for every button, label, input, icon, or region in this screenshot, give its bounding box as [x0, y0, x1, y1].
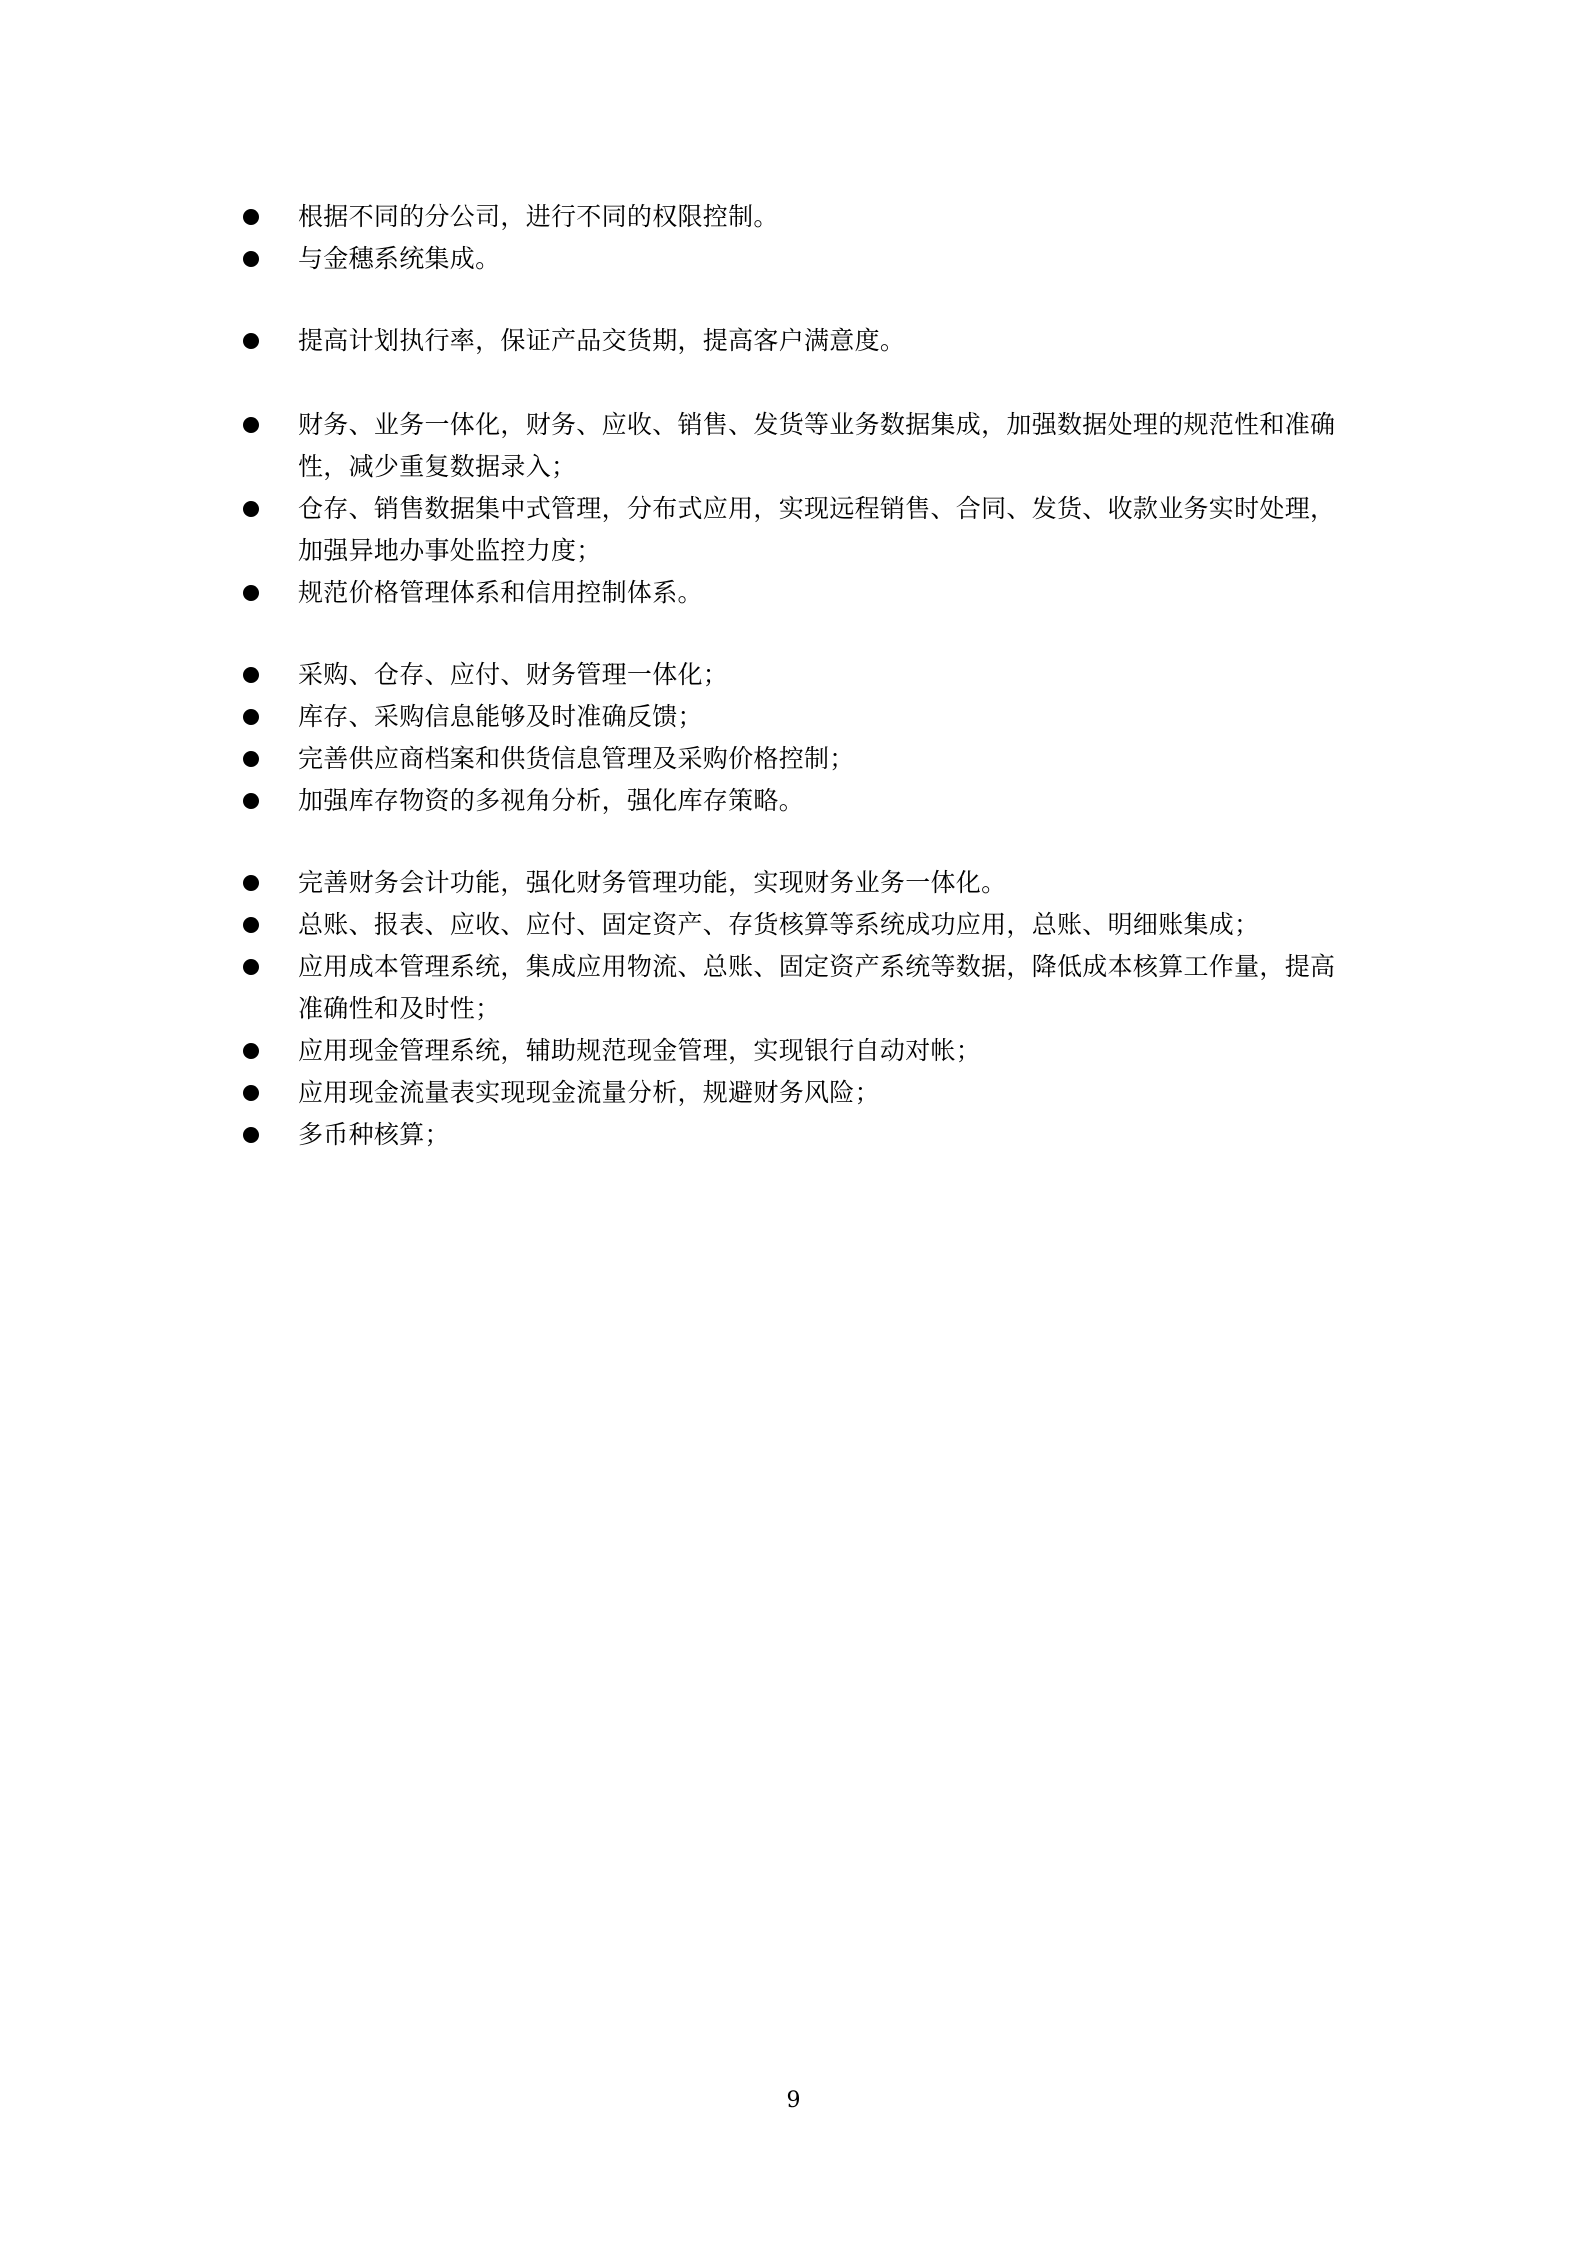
list-item — [0, 738, 1587, 780]
list-item-text: 库存、采购信息能够及时准确反馈； — [298, 702, 703, 731]
list-item-text: 采购、仓存、应付、财务管理一体化； — [298, 660, 729, 689]
bullet-group-1 — [0, 196, 1587, 280]
bullet-icon — [243, 793, 259, 809]
bullet-icon — [243, 917, 259, 933]
list-item-text: 规范价格管理体系和信用控制体系。 — [298, 578, 703, 607]
bullet-icon — [243, 875, 259, 891]
list-item-text: 应用成本管理系统，集成应用物流、总账、固定资产系统等数据，降低成本核算工作量，提高准确性和及时性； — [298, 952, 1336, 1023]
list-item — [0, 862, 1587, 904]
list-item — [0, 196, 1587, 238]
list-item-text: 应用现金流量表实现现金流量分析，规避财务风险； — [298, 1078, 880, 1107]
list-item-text: 财务、业务一体化，财务、应收、销售、发货等业务数据集成，加强数据处理的规范性和准确性，减少重复数据录入； — [298, 410, 1336, 481]
list-item — [0, 946, 1587, 1030]
list-item — [0, 572, 1587, 614]
list-item — [0, 1114, 1587, 1156]
bullet-icon — [243, 1127, 259, 1143]
list-item — [0, 904, 1587, 946]
bullet-group-3 — [0, 404, 1587, 614]
list-item — [0, 404, 1587, 488]
list-item-text: 应用现金管理系统，辅助规范现金管理，实现银行自动对帐； — [298, 1036, 982, 1065]
bullet-icon — [243, 751, 259, 767]
page-number: 9 — [786, 2088, 801, 2113]
list-item-text: 完善供应商档案和供货信息管理及采购价格控制； — [298, 744, 855, 773]
list-item — [0, 696, 1587, 738]
list-item-text: 与金穗系统集成。 — [298, 244, 501, 273]
bullet-icon — [243, 709, 259, 725]
list-item-text: 总账、报表、应收、应付、固定资产、存货核算等系统成功应用，总账、明细账集成； — [298, 910, 1260, 939]
bullet-icon — [243, 585, 259, 601]
list-item-text: 加强库存物资的多视角分析，强化库存策略。 — [298, 786, 805, 815]
list-item — [0, 654, 1587, 696]
list-item — [0, 780, 1587, 822]
list-item-text: 多币种核算； — [298, 1120, 450, 1149]
bullet-group-5 — [0, 862, 1587, 1156]
list-item — [0, 488, 1587, 572]
list-item — [0, 1030, 1587, 1072]
bullet-icon — [243, 501, 259, 517]
bullet-icon — [243, 251, 259, 267]
list-item-text: 提高计划执行率，保证产品交货期，提高客户满意度。 — [298, 326, 906, 355]
bullet-icon — [243, 1043, 259, 1059]
bullet-icon — [243, 333, 259, 349]
bullet-icon — [243, 959, 259, 975]
list-item-text: 根据不同的分公司，进行不同的权限控制。 — [298, 202, 779, 231]
bullet-icon — [243, 1085, 259, 1101]
list-item — [0, 1072, 1587, 1114]
bullet-icon — [243, 209, 259, 225]
list-item-text: 完善财务会计功能，强化财务管理功能，实现财务业务一体化。 — [298, 868, 1007, 897]
list-item-text: 仓存、销售数据集中式管理，分布式应用，实现远程销售、合同、发货、收款业务实时处理，加强异地办事处监控力度； — [298, 494, 1336, 565]
list-item — [0, 238, 1587, 280]
bullet-group-2 — [0, 320, 1587, 362]
list-item — [0, 320, 1587, 362]
bullet-icon — [243, 667, 259, 683]
bullet-group-4 — [0, 654, 1587, 822]
bullet-icon — [243, 417, 259, 433]
